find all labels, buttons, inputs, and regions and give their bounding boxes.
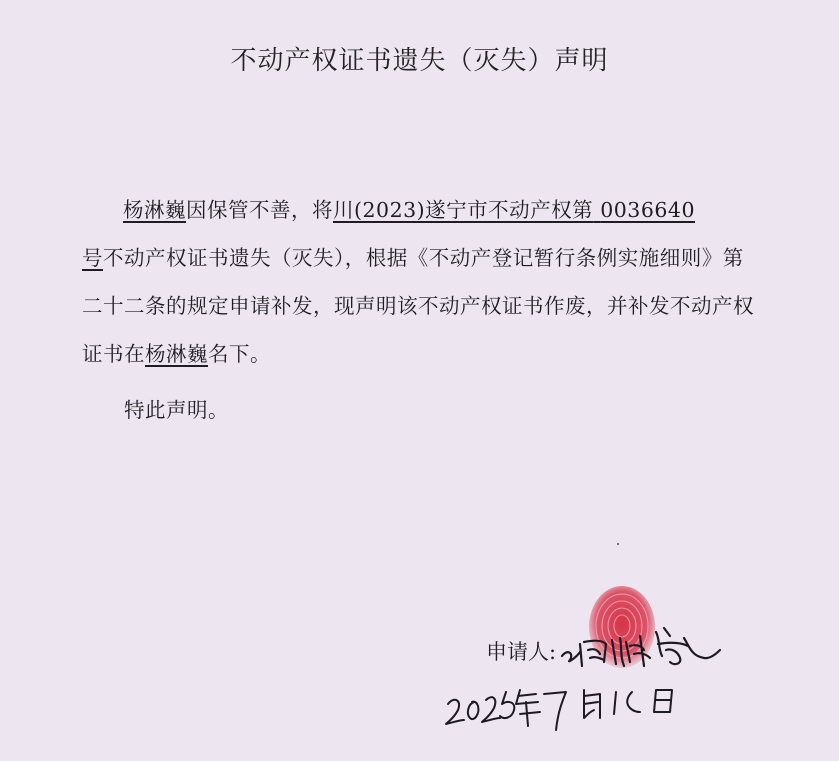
statement-text-a: 因保管不善，将 <box>186 198 333 222</box>
applicant-name: 杨淋巍 <box>123 198 186 222</box>
applicant-name-2: 杨淋巍 <box>145 342 208 366</box>
statement-paragraph <box>82 186 762 378</box>
document-title: 不动产权证书遗失（灭失）声明 <box>230 46 609 76</box>
statement-text-b: 不动产权证书遗失（灭失），根据《不动产登记暂行条例实施细则》第二十二条的规定申请补发，现声明该不动产权证书作废，并补发不动产权证书在 <box>82 246 754 366</box>
certificate-number-prefix: 川(2023)遂宁市不动产权第 <box>333 198 594 222</box>
handwritten-signature <box>560 596 730 676</box>
statement-text-c: 名下。 <box>208 342 271 366</box>
paper-speck <box>617 543 619 545</box>
certificate-number-suffix: 号 <box>82 246 103 270</box>
closing-text: 特此声明。 <box>124 398 229 422</box>
applicant-label: 申请人: <box>486 640 557 664</box>
handwritten-date <box>440 678 700 748</box>
certificate-number-digits: 0036640 <box>600 198 696 222</box>
